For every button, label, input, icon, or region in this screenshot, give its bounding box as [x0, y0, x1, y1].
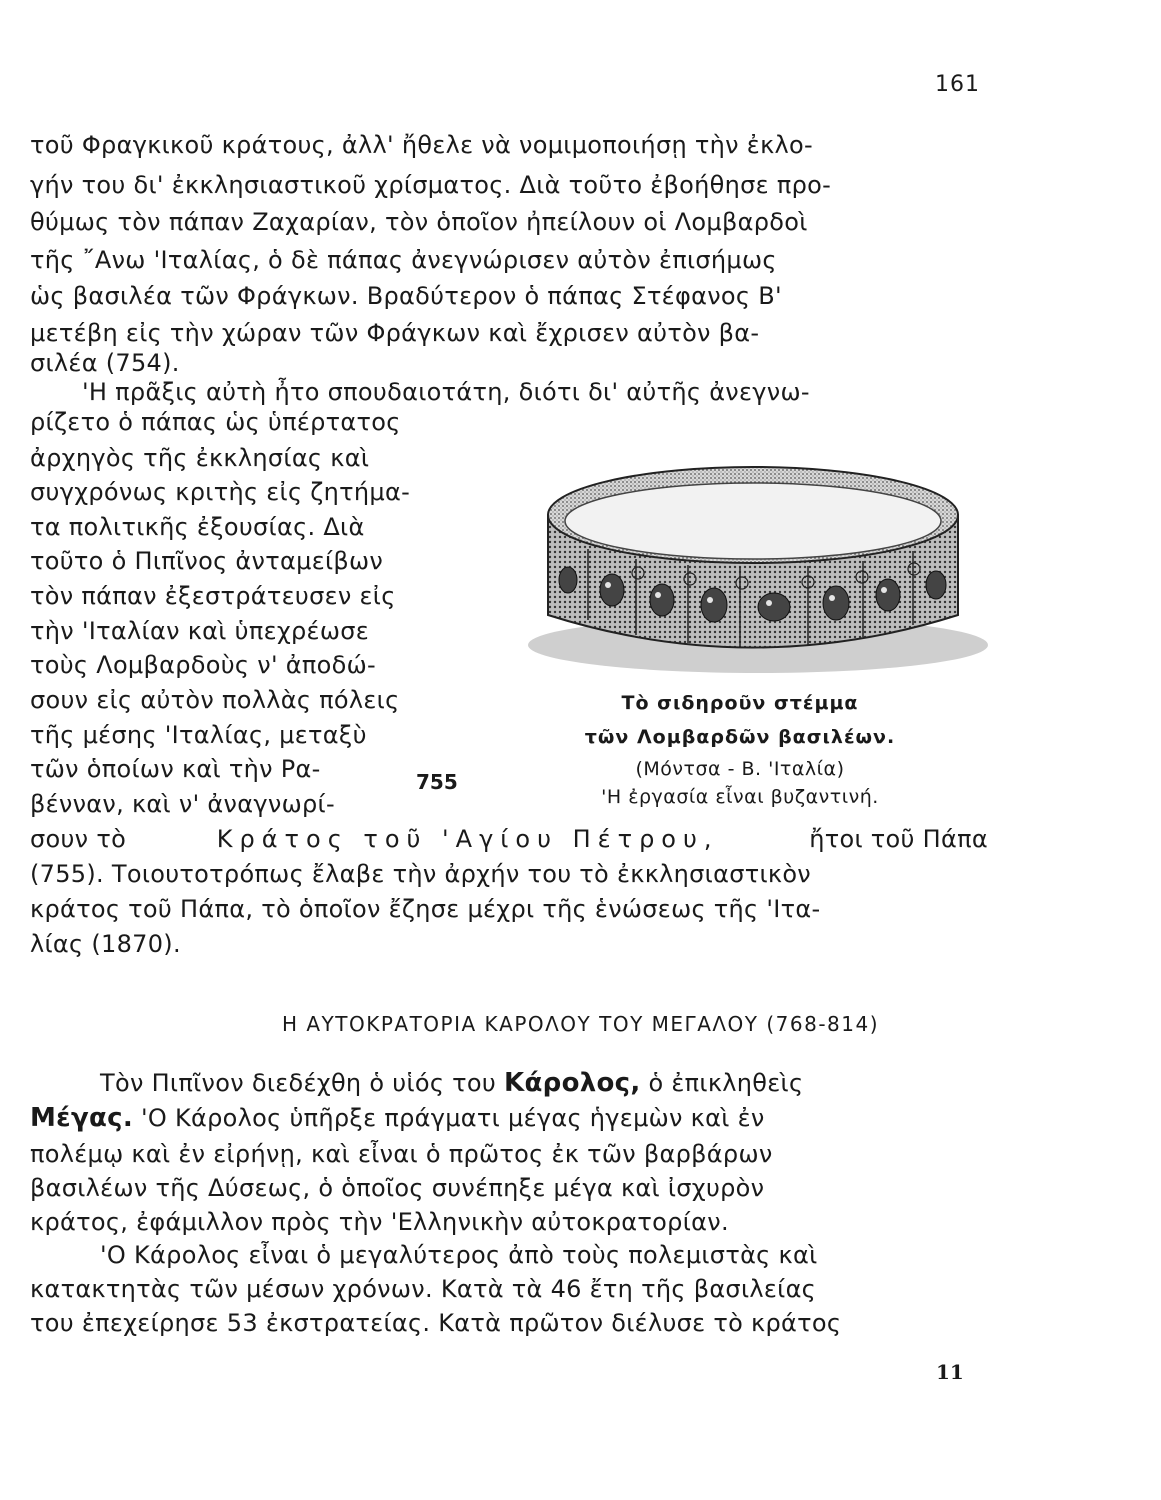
body-line: τῆς ῎Ανω 'Ιταλίας, ὁ δὲ πάπας ἀνεγνώρισεν αὐτὸν ἐπισήμως [30, 246, 777, 274]
body-line: κράτος, ἐφάμιλλον πρὸς τὴν 'Ελληνικὴν αὐτοκρατορίαν. [30, 1208, 729, 1236]
body-line: ὡς βασιλέα τῶν Φράγκων. Βραδύτερον ὁ πάπας Στέφανος Β' [30, 282, 782, 310]
body-line: 'Η πρᾶξις αὐτὴ ἦτο σπουδαιοτάτη, διότι δι' αὐτῆς ἀνεγνω- [82, 378, 810, 406]
figure-caption-note: 'Η ἐργασία εἶναι βυζαντινή. [601, 786, 879, 808]
narrow-line: σουν εἰς αὐτὸν πολλὰς πόλεις [30, 686, 400, 714]
body-line: κατακτητὰς τῶν μέσων χρόνων. Κατὰ τὰ 46 ἔτη τῆς βασιλείας [30, 1275, 817, 1303]
iron-crown-illustration [518, 445, 988, 685]
narrow-line: τοὺς Λομβαρδοὺς ν' ἀποδώ- [30, 651, 376, 679]
body-line: λίας (1870). [30, 930, 181, 958]
narrow-line: τὸν πάπαν ἐξεστράτευσεν εἰς [30, 582, 396, 610]
body-line [100, 1066, 803, 1100]
body-line: μετέβη εἰς τὴν χώραν τῶν Φράγκων καὶ ἔχρισεν αὐτὸν βα- [30, 319, 760, 347]
body-line: (755). Τοιουτοτρόπως ἔλαβε τὴν ἀρχήν του τὸ ἐκκλησιαστικὸν [30, 860, 812, 888]
body-line: τοῦ Φραγκικοῦ κράτους, ἀλλ' ἤθελε νὰ νομιμοποιήσῃ τὴν ἐκλο- [30, 131, 813, 159]
body-text: ὁ ἐπικληθεὶς [648, 1069, 804, 1097]
body-text: Τὸν Πιπῖνον διεδέχθη ὁ υἱός του [100, 1069, 497, 1097]
bold-name: Κάρολος, [504, 1068, 641, 1098]
body-line: του ἐπεχείρησε 53 ἐκστρατείας. Κατὰ πρῶτον διέλυσε τὸ κράτος [30, 1309, 842, 1337]
body-line: γήν του δι' ἐκκλησιαστικοῦ χρίσματος. Διὰ τοῦτο ἐβοήθησε προ- [30, 171, 832, 199]
page-number: 161 [935, 72, 980, 97]
figure-caption-place: (Μόντσα - Β. 'Ιταλία) [635, 758, 845, 780]
body-text: σουν τὸ [30, 825, 127, 853]
body-line: βασιλέων τῆς Δύσεως, ὁ ὁποῖος συνέπηξε μέγα καὶ ἰσχυρὸν [30, 1174, 765, 1202]
narrow-line: ἀρχηγὸς τῆς ἐκκλησίας καὶ [30, 444, 370, 472]
narrow-line: τῆς μέσης 'Ιταλίας, μεταξὺ [30, 721, 367, 749]
body-text: ἤτοι τοῦ Πάπα [809, 825, 988, 853]
signature-mark: 11 [936, 1360, 964, 1384]
margin-year: 755 [416, 770, 458, 794]
body-line [30, 1101, 765, 1135]
figure-caption-title: Τὸ σιδηροῦν στέμμα [621, 692, 859, 714]
bold-epithet: Μέγας. [30, 1103, 134, 1133]
body-line [30, 822, 988, 856]
narrow-line: συγχρόνως κριτὴς εἰς ζητήμα- [30, 478, 411, 506]
narrow-line: τῶν ὁποίων καὶ τὴν Ρα- [30, 755, 321, 783]
section-heading: Η ΑΥΤΟΚΡΑΤΟΡΙΑ ΚΑΡΟΛΟΥ ΤΟΥ ΜΕΓΑΛΟΥ (768-814) [281, 1012, 880, 1036]
narrow-line: τα πολιτικῆς ἐξουσίας. Διὰ [30, 513, 365, 541]
body-line: πολέμῳ καὶ ἐν εἰρήνῃ, καὶ εἶναι ὁ πρῶτος ἐκ τῶν βαρβάρων [30, 1140, 773, 1168]
body-line: 'Ο Κάρολος εἶναι ὁ μεγαλύτερος ἀπὸ τοὺς πολεμιστὰς καὶ [100, 1241, 818, 1269]
body-line: κράτος τοῦ Πάπα, τὸ ὁποῖον ἔζησε μέχρι τῆς ἑνώσεως τῆς 'Ιτα- [30, 895, 821, 923]
narrow-line: βένναν, καὶ ν' ἀναγνωρί- [30, 790, 335, 818]
body-line: σιλέα (754). [30, 349, 180, 377]
body-text: 'Ο Κάρολος ὑπῆρξε πράγματι μέγας ἡγεμὼν καὶ ἐν [140, 1104, 765, 1132]
figure-caption-title: τῶν Λομβαρδῶν βασιλέων. [584, 726, 896, 748]
narrow-line: τοῦτο ὁ Πιπῖνος ἀνταμείβων [30, 547, 384, 575]
emphasis-text: Κράτος τοῦ 'Αγίου Πέτρου, [216, 825, 719, 853]
narrow-line: τὴν 'Ιταλίαν καὶ ὑπεχρέωσε [30, 617, 369, 645]
narrow-line: ρίζετο ὁ πάπας ὡς ὑπέρτατος [30, 408, 401, 436]
body-line: θύμως τὸν πάπαν Ζαχαρίαν, τὸν ὁποῖον ἠπείλουν οἱ Λομβαρδοὶ [30, 208, 808, 236]
